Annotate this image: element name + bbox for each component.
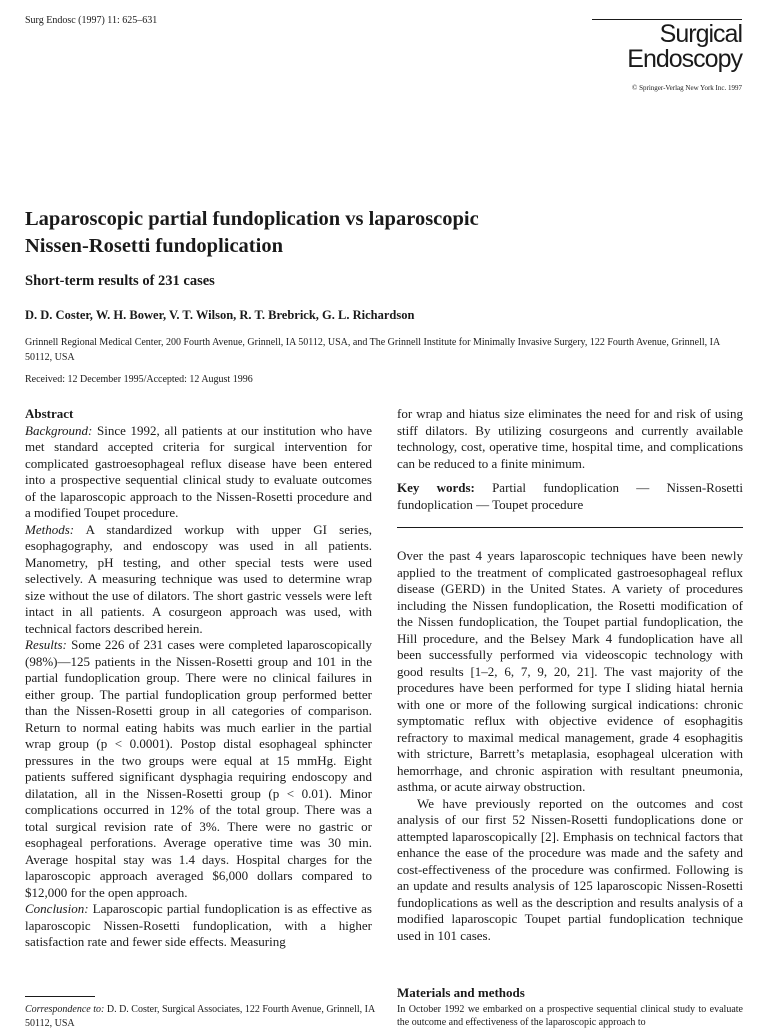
journal-logo-line1: Surgical — [659, 20, 742, 48]
received-dates: Received: 12 December 1995/Accepted: 12 August 1996 — [25, 374, 253, 385]
keywords — [397, 480, 743, 513]
abstract-conclusion — [25, 901, 372, 951]
correspondence-label: Correspondence to: — [25, 1004, 105, 1015]
keywords-label: Key words: — [397, 480, 475, 495]
article-title — [25, 206, 725, 260]
conclusion-label: Conclusion: — [25, 901, 89, 916]
results-text: Some 226 of 231 cases were completed laparoscopically (98%)—125 patients in the Nissen-Rosetti group and 101 in the partial fundoplication group. There were no clinical failures in either group. The partial fundoplication group performed better than the Nissen-Rosetti group in all categories of comparison. Return to normal eating habits was much earlier in the partial wrap group (p < 0.0001). Postop distal esophageal sphincter pressures in the two groups were equal at 15 mmHg. Eight patients suffered significant dysphagia requiring endoscopy and dilatation, all in the Nissen-Rosetti group (p < 0.01). Minor complications occurred in 12% of the total group. There was a total surgical revision rate of 3%. There were no gastric or esophageal perforations. Average operative time was 30 min. Average hospital stay was 1.4 days. Hospital charges for the laparoscopic approach averaged $6,000 dollars compared to $12,000 for the open approach. — [25, 637, 372, 900]
background-label: Background: — [25, 422, 93, 438]
keywords-text: Partial fundoplication — Nissen-Rosetti fundoplication — Toupet procedure — [397, 480, 743, 512]
abstract-results — [25, 637, 372, 901]
abstract-heading: Abstract — [25, 406, 74, 421]
article-subtitle: Short-term results of 231 cases — [25, 273, 215, 289]
footnote-rule — [25, 996, 95, 997]
abstract-separator — [397, 527, 743, 528]
title-line1: Laparoscopic partial fundoplication vs laparoscopic — [25, 208, 479, 230]
intro-paragraph-2: We have previously reported on the outcomes and cost analysis of our first 52 Nissen-Rosetti fundoplications done or attempted laparoscopically [2]. Emphasis on technical factors that enhance the ease of the procedure was made and the safety and cost-effectiveness of the procedure was confirmed. Following is an update and results analysis of 125 laparoscopic Nissen-Rosetti fundoplications as well as the description and results analysis of a modified laparoscopic Toupet partial fundoplication technique used in 101 cases. — [397, 795, 743, 943]
abstract-methods — [25, 522, 372, 638]
methods-text: In October 1992 we embarked on a prospective sequential clinical study to evaluate the outcome and effectiveness of the laparoscopic approach to — [397, 1004, 743, 1028]
journal-logo — [560, 22, 742, 72]
copyright: © Springer-Verlag New York Inc. 1997 — [632, 84, 742, 92]
journal-logo-line2: Endoscopy — [627, 45, 742, 73]
background-text: Since 1992, all patients at our institution who have met standard accepted criteria for surgical intervention for complicated gastroesophageal reflux disease have been entered into a prospective sequential clinical study to evaluate outcomes of the laparoscopic approach to the Nissen-Rosetti procedure and a modified Toupet procedure. — [25, 422, 372, 520]
results-label: Results: — [25, 637, 67, 652]
methods-heading: Materials and methods — [397, 985, 525, 1000]
abstract-continued-column — [397, 406, 743, 513]
intro-paragraph-1: Over the past 4 years laparoscopic techniques have been newly applied to the treatment of complicated gastroesophageal reflux disease (GERD) in the United States. A variety of procedures including the Nissen fundoplication, the Rosetti modification of the Nissen fundoplication, the Toupet partial fundoplication, the Hill procedure, and the Belsey Mark 4 fundoplication have all been successfully performed via videoscopic technology with good results [1–2, 6, 7, 9, 20, 21]. The vast majority of the procedures have been performed for type I sliding hiatal hernia with one or more of the following surgical indications: chronic symptomatic reflux with objective evidence of esophagitis refractory to maximal medical management, grade 4 esophagitis with stricture, Barrett’s metaplasia, esophageal ulceration with hemorrhage, and chronic aspiration with resultant pneumonia, asthma, or acute airway obstruction. — [397, 548, 743, 794]
authors: D. D. Coster, W. H. Bower, V. T. Wilson, R. T. Brebrick, G. L. Richardson — [25, 308, 415, 322]
abstract-continued: for wrap and hiatus size eliminates the need for and risk of using stiff dilators. By utilizing cosurgeons and currently available technology, cost, operative time, hospital time, and complications can be reduced to a finite minimum. — [397, 406, 743, 471]
methods-text: A standardized workup with upper GI series, esophagography, and endoscopy was used in all patients. Manometry, pH testing, and other special tests were used selectively. A measuring technique was used to determine wrap size without the use of dilators. The short gastric vessels were left intact in all patients. A cosurgeon approach was used, with technical factors described herein. — [25, 521, 372, 636]
abstract-column — [25, 406, 372, 951]
methods-label: Methods: — [25, 521, 75, 537]
abstract-background — [25, 423, 372, 522]
introduction — [397, 548, 743, 944]
conclusion-text: Laparoscopic partial fundoplication is as effective as laparoscopic Nissen-Rosetti fundoplication, with a higher satisfaction rate and fewer side effects. Measuring — [25, 901, 372, 949]
affiliation: Grinnell Regional Medical Center, 200 Fourth Avenue, Grinnell, IA 50112, USA, and The Grinnell Institute for Minimally Invasive Surgery, 122 Fourth Avenue, Grinnell, IA 50112, USA — [25, 337, 720, 363]
correspondence-footnote — [25, 1003, 375, 1031]
correspondence-text: D. D. Coster, Surgical Associates, 122 Fourth Avenue, Grinnell, IA 50112, USA — [25, 1004, 375, 1029]
journal-citation: Surg Endosc (1997) 11: 625–631 — [25, 15, 158, 26]
title-line2: Nissen-Rosetti fundoplication — [25, 235, 283, 257]
